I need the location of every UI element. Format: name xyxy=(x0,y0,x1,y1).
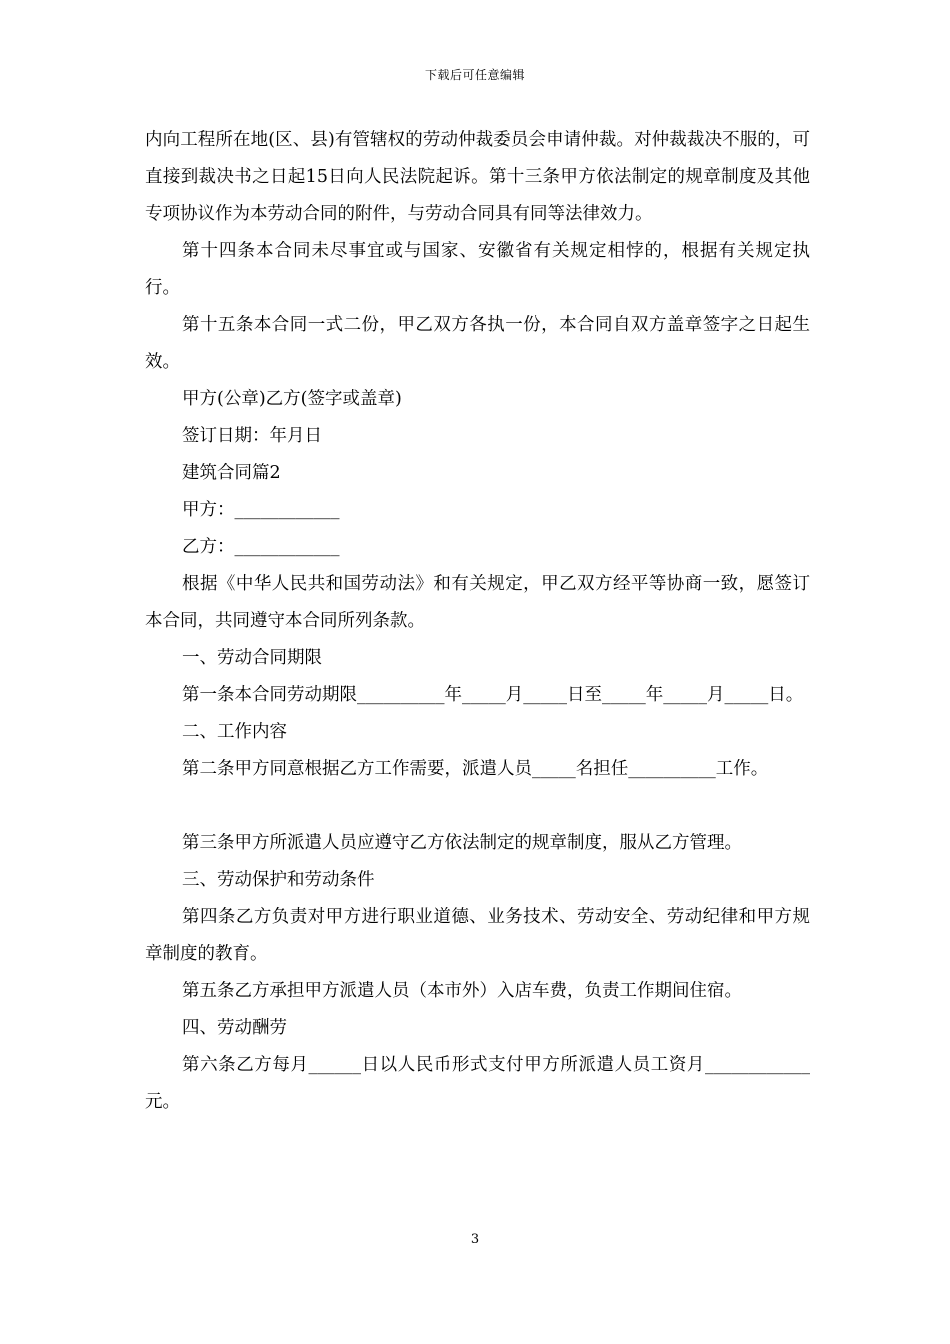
heading-contract-term: 一、劳动合同期限 xyxy=(182,648,322,668)
section-title-contract-2: 建筑合同篇2 xyxy=(182,463,281,483)
heading-work-content: 二、工作内容 xyxy=(182,722,287,742)
paragraph-preamble: 根据《中华人民共和国劳动法》和有关规定，甲乙双方经平等协商一致，愿签订本合同，共同遵守本合同所列条款。 xyxy=(145,574,810,631)
document-body xyxy=(145,122,810,1121)
paragraph-party-a: 甲方：____________ xyxy=(182,500,340,520)
paragraph-article-4: 第四条乙方负责对甲方进行职业道德、业务技术、劳动安全、劳动纪律和甲方规章制度的教育。 xyxy=(145,907,810,964)
paragraph-sign-date: 签订日期：年月日 xyxy=(182,426,322,446)
paragraph-article-3: 第三条甲方所派遣人员应遵守乙方依法制定的规章制度，服从乙方管理。 xyxy=(182,833,742,853)
paragraph-article-1: 第一条本合同劳动期限__________年_____月_____日至_____年_____月_____日。 xyxy=(182,685,804,705)
heading-labor-pay: 四、劳动酬劳 xyxy=(182,1018,287,1038)
page-header-note: 下载后可任意编辑 xyxy=(424,68,525,82)
paragraph-article-5: 第五条乙方承担甲方派遣人员（本市外）入店车费，负责工作期间住宿。 xyxy=(182,981,742,1001)
heading-labor-protection: 三、劳动保护和劳动条件 xyxy=(182,870,375,890)
paragraph-article-2: 第二条甲方同意根据乙方工作需要，派遣人员_____名担任__________工作。 xyxy=(182,759,769,779)
page-number: 3 xyxy=(470,1232,480,1247)
paragraph-article-15: 第十五条本合同一式二份，甲乙双方各执一份，本合同自双方盖章签字之日起生效。 xyxy=(145,315,810,372)
paragraph-signature-line: 甲方(公章)乙方(签字或盖章) xyxy=(182,389,402,409)
paragraph-arbitration: 内向工程所在地(区、县)有管辖权的劳动仲裁委员会申请仲裁。对仲裁裁决不服的，可直接到裁决书之日起15日向人民法院起诉。第十三条甲方依法制定的规章制度及其他专项协议作为本劳动合同的附件，与劳动合同具有同等法律效力。 xyxy=(145,130,810,224)
paragraph-party-b: 乙方：____________ xyxy=(182,537,340,557)
blank-line xyxy=(145,788,810,825)
paragraph-article-6: 第六条乙方每月______日以人民币形式支付甲方所派遣人员工资月____________元。 xyxy=(145,1055,810,1112)
paragraph-article-14: 第十四条本合同未尽事宜或与国家、安徽省有关规定相悖的，根据有关规定执行。 xyxy=(145,241,810,298)
